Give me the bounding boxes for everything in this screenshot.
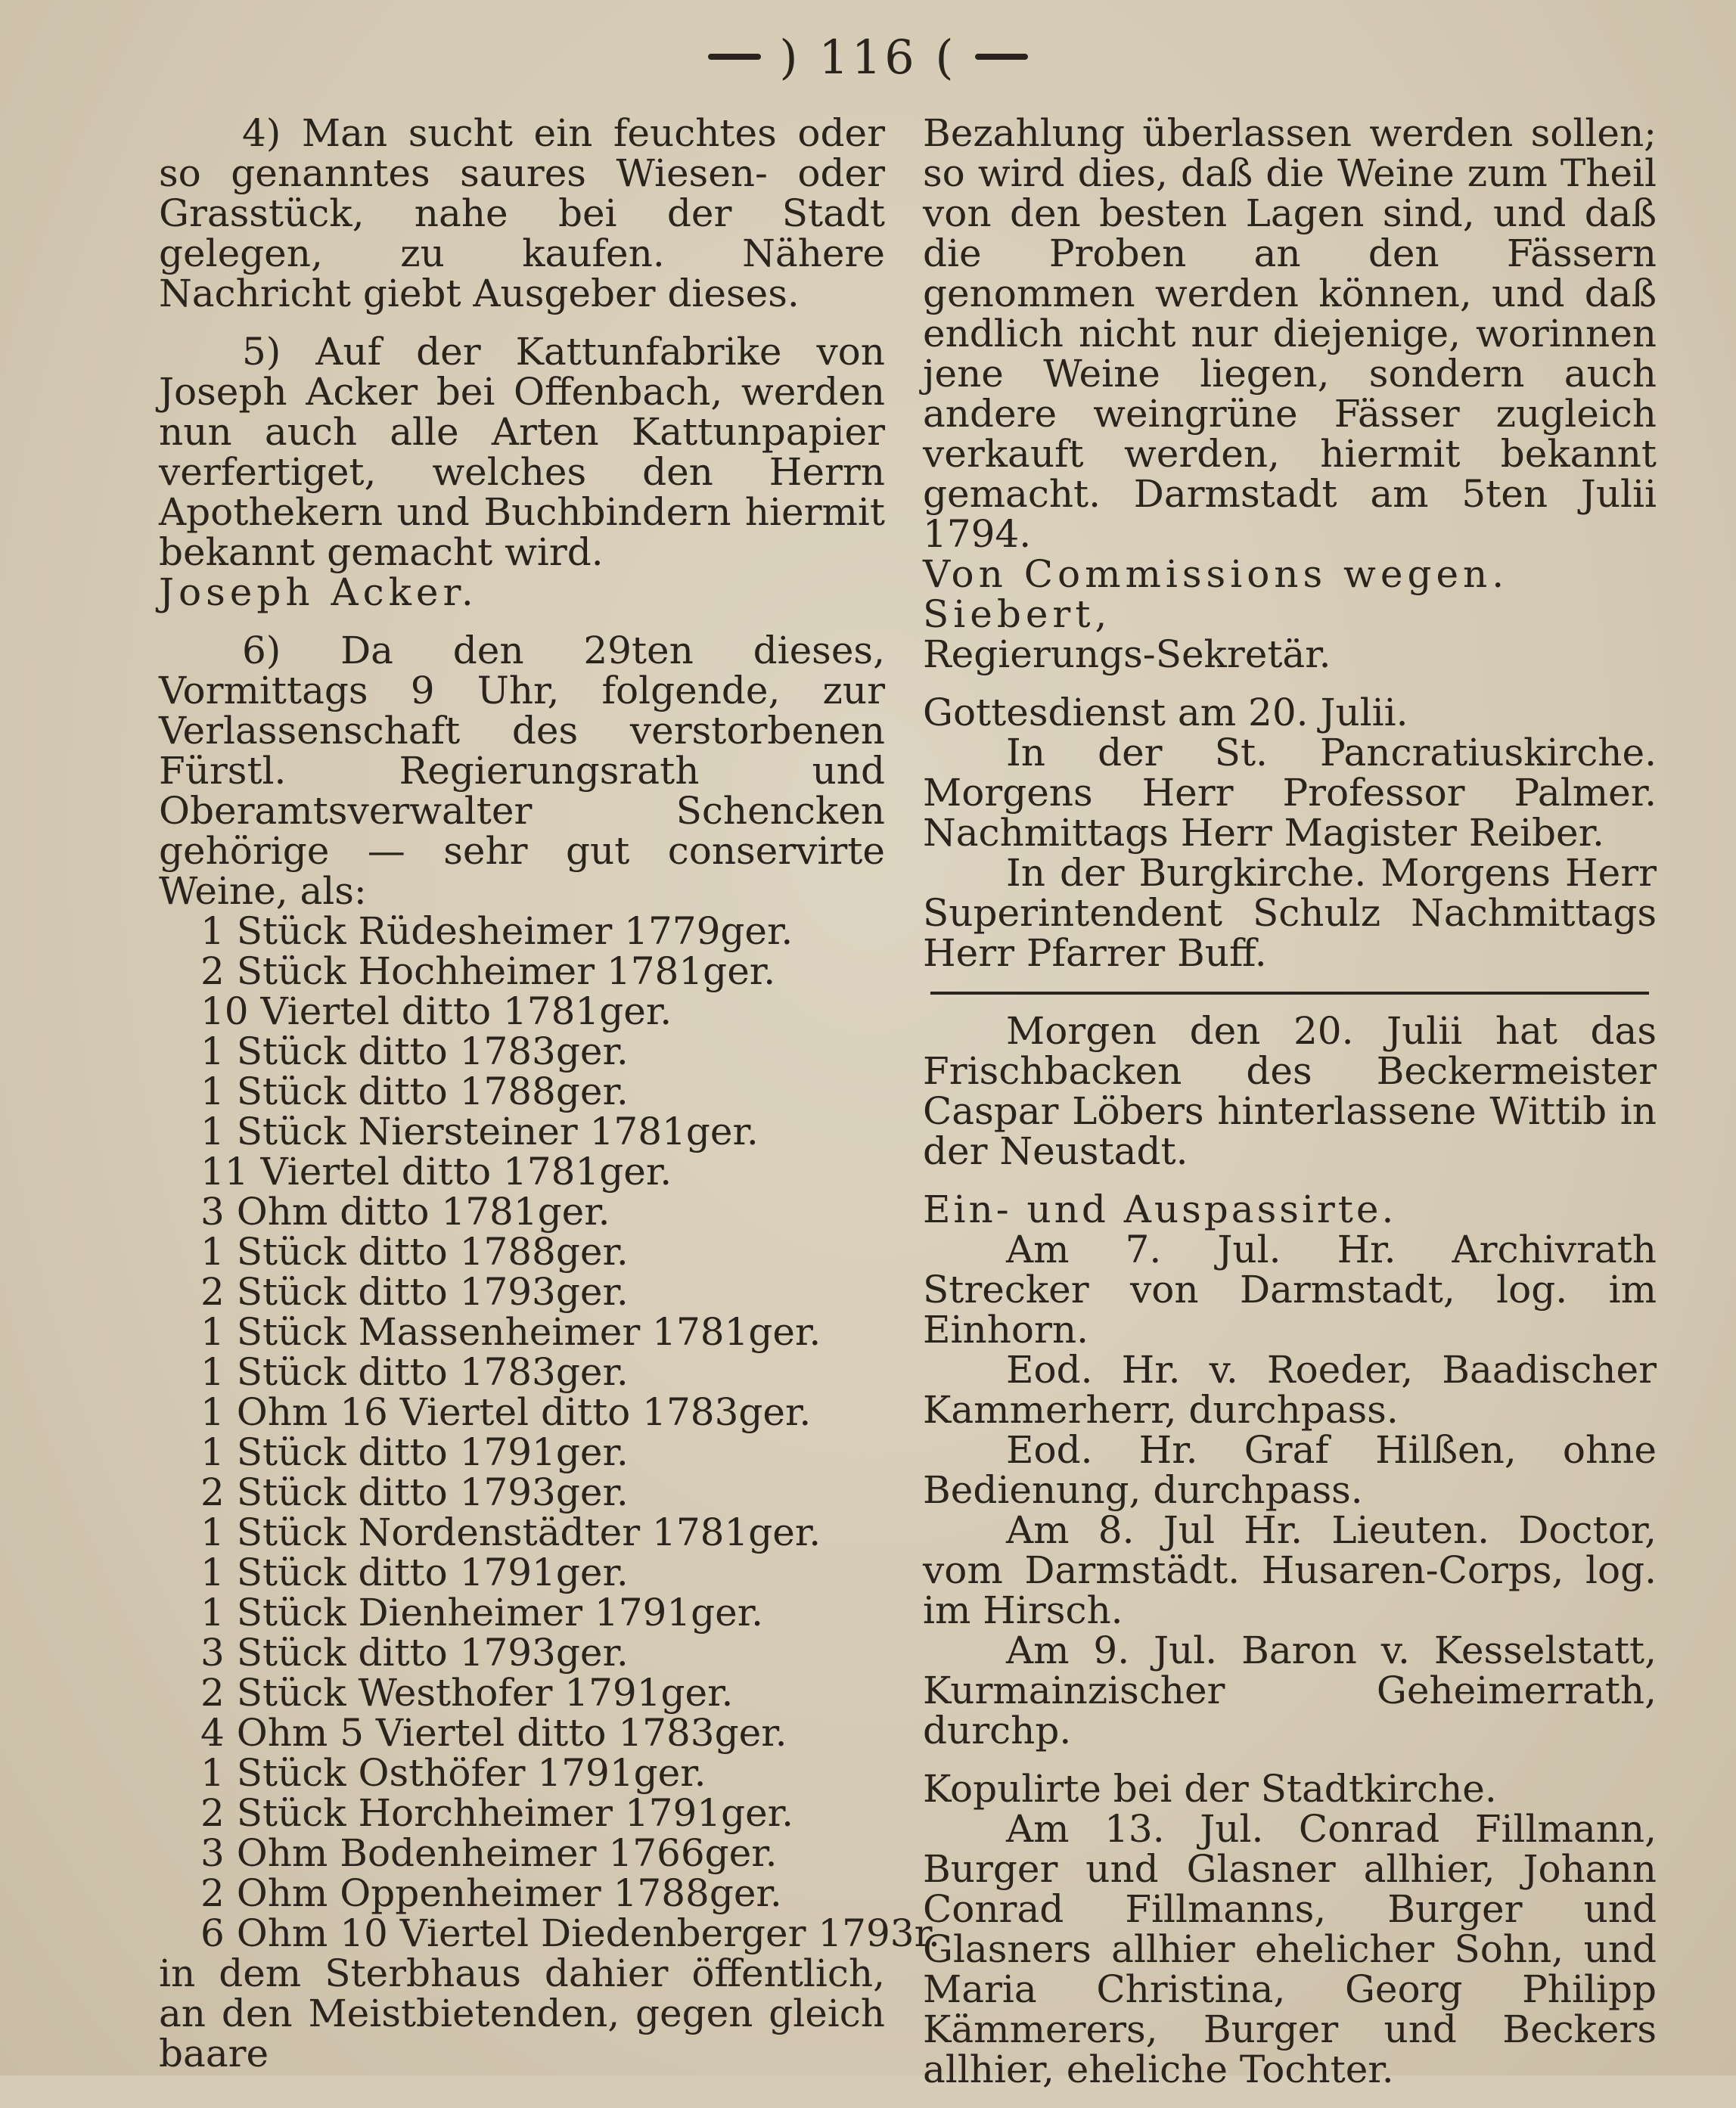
wine-item: 1 Stück ditto 1788ger. bbox=[200, 1230, 629, 1274]
wine-item: 1 Stück Rüdesheimer 1779ger. bbox=[200, 909, 793, 953]
wine-item: 2 Stück ditto 1793ger. bbox=[200, 1270, 629, 1314]
bakery-text: Morgen den 20. Julii hat das Frischbacken des Beckermeister Caspar Löbers hinterlassene Wittib in der Neustadt. bbox=[923, 1009, 1657, 1173]
right-column bbox=[923, 113, 1657, 2108]
services-burgkirche: In der Burgkirche. Morgens Herr Superintendent Schulz Nachmittags Herr Pfarrer Buff. bbox=[923, 851, 1657, 975]
header-dash-right bbox=[975, 54, 1028, 60]
signatory-name: Siebert, bbox=[923, 592, 1112, 636]
wine-item: 1 Stück Dienheimer 1791ger. bbox=[200, 1591, 764, 1635]
ad6-continued-text: Bezahlung überlassen werden sollen; so wird dies, daß die Weine zum Theil von den besten Lagen sind, und daß die Proben an den Fässern genommen werden können, und daß endlich nicht nur diejenige, worinnen jene Weine liegen, sondern auch andere weingrüne Fässer zugleich verkauft werden, hiermit bekannt gemacht. Darmstadt am 5ten Julii 1794. bbox=[923, 111, 1657, 556]
wine-item: 1 Stück ditto 1788ger. bbox=[200, 1070, 629, 1113]
services-heading: Gottesdienst am 20. Julii. bbox=[923, 691, 1408, 734]
wine-item: 2 Stück Hochheimer 1781ger. bbox=[200, 949, 776, 993]
wine-item: 1 Ohm 16 Viertel ditto 1783ger. bbox=[200, 1390, 812, 1434]
traveller-entry: Am 8. Jul Hr. Lieuten. Doctor, vom Darmstädt. Husaren-Corps, log. im Hirsch. bbox=[923, 1508, 1657, 1632]
header-dash-left bbox=[708, 54, 761, 60]
ad5-signature: Joseph Acker. bbox=[159, 570, 478, 614]
wine-item: 6 Ohm 10 Viertel Diedenberger 1793r. bbox=[200, 1911, 940, 1955]
church-services bbox=[923, 693, 1657, 973]
left-column bbox=[159, 111, 940, 2092]
wine-item: 3 Ohm Bodenheimer 1766ger. bbox=[200, 1831, 778, 1875]
section-divider bbox=[930, 992, 1649, 995]
wine-item: 1 Stück Osthöfer 1791ger. bbox=[200, 1751, 707, 1795]
wine-list bbox=[159, 909, 940, 1955]
signatory-title: Regierungs-Sekretär. bbox=[923, 632, 1331, 676]
services-pancratius: In der St. Pancratiuskirche. Morgens Herr Professor Palmer. Nachmittags Herr Magister Reiber. bbox=[923, 731, 1657, 855]
traveller-entry: Am 7. Jul. Hr. Archivrath Strecker von Darmstadt, log. im Einhorn. bbox=[923, 1228, 1657, 1352]
wine-item: 1 Stück Massenheimer 1781ger. bbox=[200, 1310, 821, 1354]
wine-item: 1 Stück ditto 1791ger. bbox=[200, 1430, 629, 1474]
travellers-heading: Ein- und Auspassirte. bbox=[923, 1187, 1397, 1231]
weddings-section bbox=[923, 1769, 1657, 2090]
wine-item: 1 Stück Niersteiner 1781ger. bbox=[200, 1110, 759, 1153]
page-number: ) 116 ( bbox=[779, 29, 957, 85]
wine-item: 3 Stück ditto 1793ger. bbox=[200, 1631, 629, 1675]
page-header bbox=[0, 23, 1736, 91]
wine-item: 4 Ohm 5 Viertel ditto 1783ger. bbox=[200, 1711, 787, 1755]
ad4-text: 4) Man sucht ein feuchtes oder so genanntes saures Wiesen- oder Grasstück, nahe bei der Stadt gelegen, zu kaufen. Nähere Nachricht giebt Ausgeber dieses. bbox=[159, 111, 885, 315]
wedding-entry: Am 13. Jul. Conrad Fillmann, Burger und Glasner allhier, Johann Conrad Fillmanns, Burger und Glasners allhier ehelicher Sohn, und Maria Christina, Georg Philipp Kämmerers, Burger und Beckers allhier, eheliche Tochter. bbox=[923, 1807, 1657, 2091]
wine-item: 2 Stück Westhofer 1791ger. bbox=[200, 1671, 734, 1715]
advertisement-5 bbox=[159, 332, 885, 613]
advertisement-6-continued bbox=[923, 113, 1657, 675]
ad5-text: 5) Auf der Kattunfabrike von Joseph Acker bei Offenbach, werden nun auch alle Arten Kattunpapier verfertiget, welches den Herrn Apothekern und Buchbindern hiermit bekannt gemacht wird. bbox=[159, 330, 885, 574]
wine-item: 2 Stück ditto 1793ger. bbox=[200, 1470, 629, 1514]
wine-item: 2 Stück Horchheimer 1791ger. bbox=[200, 1791, 793, 1835]
traveller-entry: Eod. Hr. v. Roeder, Baadischer Kammerherr, durchpass. bbox=[923, 1348, 1657, 1432]
traveller-entry: Eod. Hr. Graf Hilßen, ohne Bedienung, durchpass. bbox=[923, 1428, 1657, 1512]
advertisement-4 bbox=[159, 113, 885, 314]
wine-item: 1 Stück ditto 1783ger. bbox=[200, 1350, 629, 1394]
weddings-heading: Kopulirte bei der Stadtkirche. bbox=[923, 1767, 1497, 1811]
wine-item: 2 Ohm Oppenheimer 1788ger. bbox=[200, 1871, 782, 1915]
wine-item: 3 Ohm ditto 1781ger. bbox=[200, 1190, 610, 1234]
advertisement-6 bbox=[159, 629, 940, 2075]
wine-item: 1 Stück ditto 1783ger. bbox=[200, 1029, 629, 1073]
travellers-section bbox=[923, 1187, 1657, 1753]
ad6-intro: 6) Da den 29ten dieses, Vormittags 9 Uhr, folgende, zur Verlassenschaft des verstorbenen Fürstl. Regierungsrath und Oberamtsverwalter Schencken gehörige — sehr gut conservirte Weine, als: bbox=[159, 629, 885, 913]
wine-item: 1 Stück Nordenstädter 1781ger. bbox=[200, 1510, 821, 1554]
wine-item: 1 Stück ditto 1791ger. bbox=[200, 1551, 629, 1594]
wine-item: 10 Viertel ditto 1781ger. bbox=[200, 989, 672, 1033]
ad6-tail: in dem Sterbhaus dahier öffentlich, an den Meistbietenden, gegen gleich baare bbox=[159, 1951, 885, 2075]
commission-line: Von Commissions wegen. bbox=[923, 552, 1509, 596]
bakery-notice bbox=[923, 1011, 1657, 1172]
traveller-entry: Am 9. Jul. Baron v. Kesselstatt, Kurmainzischer Geheimerrath, durchp. bbox=[923, 1628, 1657, 1753]
wine-item: 11 Viertel ditto 1781ger. bbox=[200, 1150, 672, 1194]
